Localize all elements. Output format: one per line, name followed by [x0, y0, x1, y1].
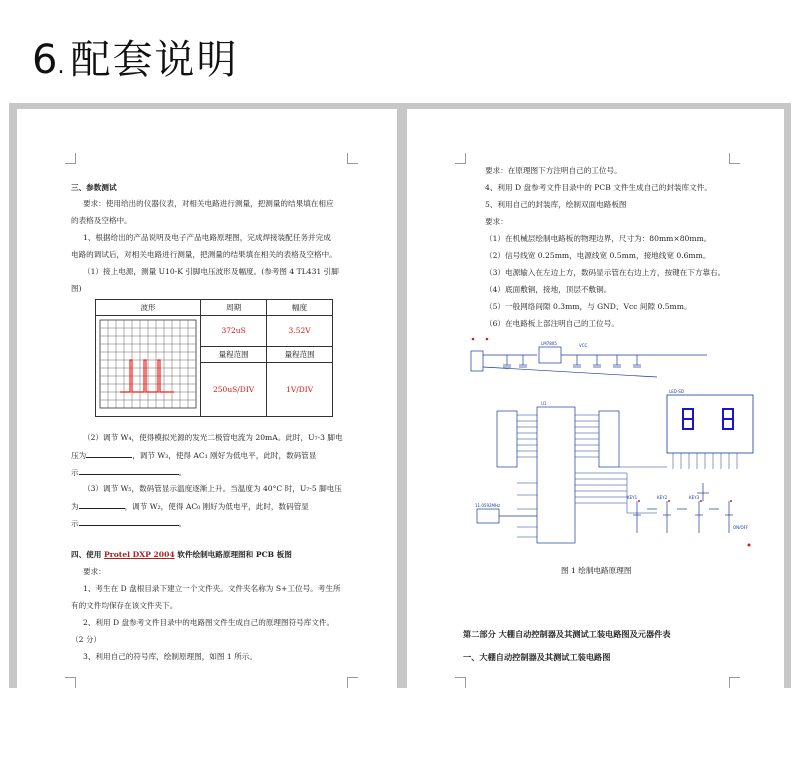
document-page-2 — [407, 109, 784, 688]
section-title: 第二部分 大棚自动控制器及其测试工装电路图及元器件表 — [463, 629, 671, 639]
resistor-network — [599, 411, 619, 467]
text-line: （1）在机械层绘制电路板的物理边界，尺寸为：80mm×80mm。 — [485, 234, 712, 243]
heading-number: 6 — [32, 37, 60, 83]
subsection-title: 一、大棚自动控制器及其测试工装电路图 — [463, 652, 611, 662]
text-line: 3、利用自己的符号库，绘制原理图，如图 1 所示。 — [83, 652, 257, 661]
amplitude-value: 3.52V — [267, 316, 333, 347]
mcu-label: U1 — [541, 401, 547, 406]
crystal-label: 11.0592MHz — [475, 503, 501, 508]
power-connector — [471, 351, 483, 371]
text-line: 有的文件均保存在该文件夹下。 — [71, 601, 178, 610]
answer-blank[interactable] — [79, 517, 179, 526]
mcu-chip — [537, 407, 575, 543]
text-line: 示 。 — [71, 519, 187, 528]
header-period: 周期 — [201, 300, 267, 316]
crop-mark — [65, 153, 76, 164]
text-line: 1、根据给出的产品说明及电子产品电路原理图，完成焊接装配任务并完成 — [83, 233, 331, 242]
text-line: 4、利用 D 盘参考文件目录中的 PCB 文件生成自己的封装库文件。 — [485, 183, 712, 192]
text-line: 示 。 — [71, 468, 187, 477]
crop-mark — [455, 153, 466, 164]
key1-label: KEY1 — [627, 495, 638, 500]
text-line: 电路的调试后，对相关电路进行测量，把测量的结果填在相关的表格及空格中。 — [71, 250, 337, 259]
crystal-oscillator — [477, 509, 499, 523]
answer-blank[interactable] — [79, 500, 125, 509]
regulator-ic — [539, 347, 561, 363]
range-label: 量程范围 — [267, 346, 333, 362]
software-name: Protel DXP 2004 — [104, 550, 175, 559]
document-viewer[interactable] — [9, 103, 791, 688]
text-line: （5）一般网络间隙 0.3mm，与 GND、Vcc 间隙 0.5mm。 — [485, 302, 692, 311]
crop-mark — [347, 153, 358, 164]
amplitude-range-value: 1V/DIV — [267, 363, 333, 417]
text-line: 要求：在原理图下方注明自己的工位号。 — [485, 166, 622, 175]
measurement-table — [95, 299, 333, 417]
text-line: 压为 ，调节 W₃，使得 AC₁ 刚好为低电平，此时，数码管显 — [71, 451, 317, 460]
heading-text: 配套说明 — [70, 37, 239, 83]
text-line: （4）底面敷铜，接地，顶层不敷铜。 — [485, 285, 612, 294]
period-range-value: 250uS/DIV — [201, 363, 267, 417]
page-heading — [32, 28, 238, 85]
crop-mark — [65, 677, 76, 688]
text-line: 为 ，调节 W₂，使得 AC₀ 刚好为低电平，此时，数码管显 — [71, 502, 309, 511]
text-line: 的表格及空格中。 — [71, 216, 132, 225]
text-line: 图) — [71, 284, 82, 293]
circuit-schematic — [467, 333, 757, 558]
text-line: （3）电源输入在左边上方，数码显示管在右边上方，按键在下方靠右。 — [485, 268, 726, 277]
text-line: （3）调节 W₅，数码管显示温度逐渐上升。当温度为 40°C 时，U₇-5 脚电压 — [83, 484, 342, 493]
crop-mark — [455, 677, 466, 688]
display-label: LED-SD — [669, 389, 684, 394]
text-line: 1、考生在 D 盘根目录下建立一个文件夹。文件夹名称为 S+工位号。考生所 — [83, 584, 341, 593]
text-line: 2、利用 D 盘参考文件目录中的电路图文件生成自己的原理图符号库文件。 — [83, 618, 335, 627]
onoff-label: ON/OFF — [733, 525, 749, 530]
period-value: 372uS — [201, 316, 267, 347]
oscilloscope-grid — [98, 318, 198, 412]
waveform-cell — [96, 316, 201, 417]
heading-dot: . — [57, 54, 67, 79]
seven-segment-display — [667, 395, 753, 453]
key-switches — [633, 501, 733, 533]
text-line: （6）在电路板上部注明自己的工位号。 — [485, 319, 619, 328]
text-line: 要求：使用给出的仪器仪表，对相关电路进行测量，把测量的结果填在相应 — [83, 199, 334, 208]
range-label: 量程范围 — [201, 346, 267, 362]
regulator-label: LM7805 — [541, 341, 557, 346]
section-title: 四、使用 Protel DXP 2004 软件绘制电路原理图和 PCB 板图 — [71, 550, 292, 559]
document-page-1 — [17, 109, 397, 688]
text-line: （1）接上电源，测量 U10-K 引脚电压波形及幅度。(参考图 4 TL431 引脚 — [83, 267, 339, 276]
answer-blank[interactable] — [79, 466, 179, 475]
text-line: （2）信号线宽 0.25mm，电源线宽 0.5mm，接地线宽 0.6mm。 — [485, 251, 711, 260]
text-line: 5、利用自己的封装库，绘制双面电路板图 — [485, 200, 627, 209]
crop-mark — [729, 677, 740, 688]
key2-label: KEY2 — [657, 495, 668, 500]
text-line: 要求： — [83, 567, 106, 576]
crop-mark — [347, 677, 358, 688]
answer-blank[interactable] — [86, 449, 132, 458]
vcc-label: VCC — [579, 343, 588, 348]
figure-caption: 图 1 绘制电路原理图 — [561, 566, 632, 575]
header-amplitude: 幅度 — [267, 300, 333, 316]
resistor-network — [497, 411, 517, 467]
text-line: （2）调节 W₄，使得模拟光源的发光二极管电流为 20mA。此时，U₇-3 脚电 — [83, 433, 343, 442]
header-waveform: 波形 — [96, 300, 201, 316]
crop-mark — [729, 153, 740, 164]
key3-label: KEY3 — [689, 495, 700, 500]
section-title: 三、参数测试 — [71, 183, 117, 192]
text-line: （2 分） — [71, 635, 102, 644]
text-line: 要求： — [485, 217, 508, 226]
